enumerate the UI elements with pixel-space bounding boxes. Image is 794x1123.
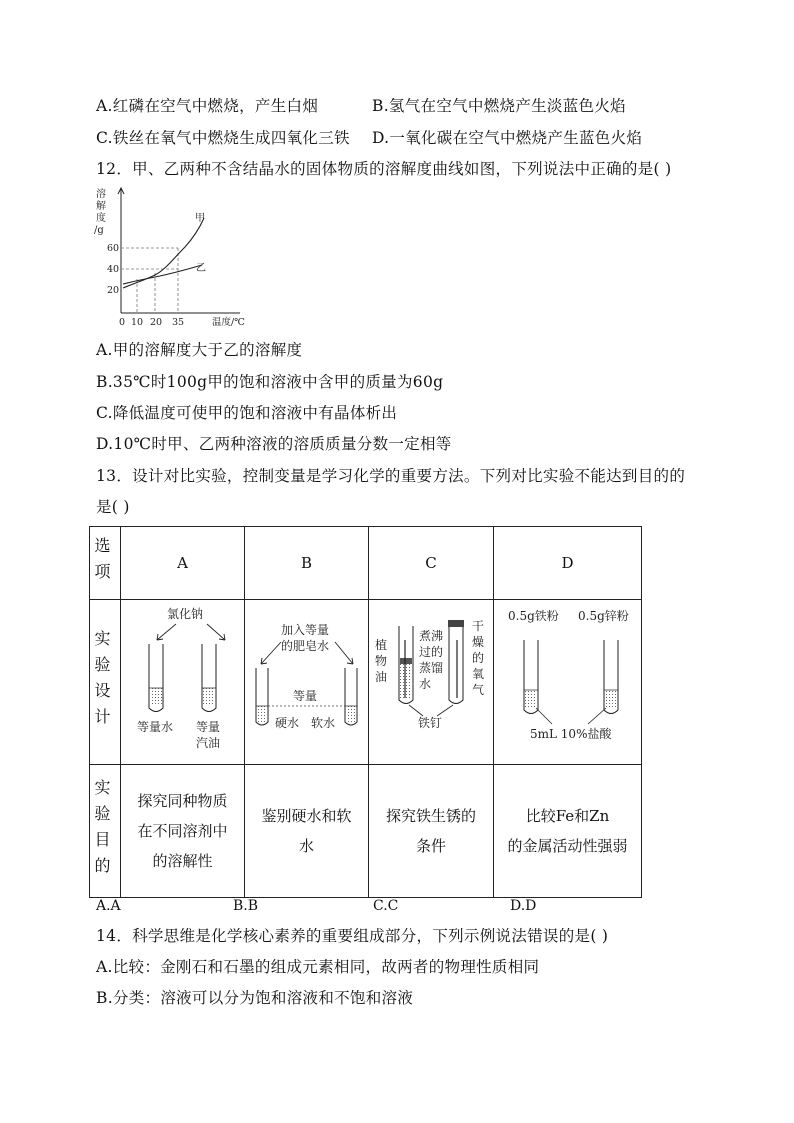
q11-option-b: B.氢气在空气中燃烧产生淡蓝色火焰 — [372, 97, 626, 115]
q13-stem-line2: 是( ) — [96, 498, 130, 516]
ylabel-char: 解 — [96, 201, 106, 212]
q14-option-b: B.分类：溶液可以分为饱和溶液和不饱和溶液 — [96, 989, 414, 1007]
q13-stem-line1: 13．设计对比实验，控制变量是学习化学的重要方法。下列对比实验不能达到目的的 — [96, 467, 686, 485]
design-b-left: 硬水 — [275, 716, 300, 730]
q11-option-a: A.红磷在空气中燃烧，产生白烟 — [96, 97, 319, 115]
ylabel-char: /g — [94, 225, 104, 236]
test-tube — [449, 626, 463, 704]
col-c-header: C — [369, 527, 494, 600]
header-design: 实验设计 — [90, 600, 121, 765]
solubility-chart — [90, 185, 260, 335]
design-c-nail: 铁钉 — [418, 716, 443, 730]
curve-jia — [123, 218, 204, 288]
svg-text:蒸馏: 蒸馏 — [419, 661, 444, 675]
design-c — [369, 600, 494, 765]
q12-option-c: C.降低温度可使甲的饱和溶液中有晶体析出 — [96, 404, 398, 422]
q13-answer-a: A.A — [96, 898, 121, 914]
q13-answer-b: B.B — [233, 898, 259, 914]
design-b-right: 软水 — [311, 716, 336, 730]
col-b-header: B — [245, 527, 369, 600]
q12-option-b: B.35℃时100g甲的饱和溶液中含甲的质量为60g — [96, 373, 444, 391]
header-options: 选项 — [90, 527, 121, 600]
svg-text:植: 植 — [375, 638, 388, 652]
q12-stem: 12．甲、乙两种不含结晶水的固体物质的溶解度曲线如图，下列说法中正确的是( ) — [96, 160, 672, 178]
xtick-label: 20 — [150, 317, 163, 328]
curve-yi — [123, 265, 202, 284]
purpose-b: 鉴别硬水和软 水 — [245, 765, 369, 898]
ylabel-char: 溶 — [96, 189, 106, 200]
svg-text:过的: 过的 — [419, 645, 444, 659]
q12-option-a: A.甲的溶解度大于乙的溶解度 — [96, 341, 303, 359]
purpose-a: 探究同种物质 在不同溶剂中 的溶解性 — [121, 765, 245, 898]
purpose-d: 比较Fe和Zn 的金属活动性强弱 — [494, 765, 642, 898]
ytick-label: 40 — [107, 264, 120, 275]
xtick-label: 0 — [119, 317, 126, 328]
svg-text:燥: 燥 — [472, 635, 485, 649]
curve-jia-label: 甲 — [195, 213, 205, 224]
svg-text:气: 气 — [472, 683, 485, 697]
arrow — [207, 624, 225, 640]
design-a — [121, 600, 245, 765]
header-purpose: 实验目的 — [90, 765, 121, 898]
design-d-left: 0.5g铁粉 — [508, 609, 559, 623]
design-a-left: 等量水 — [137, 720, 174, 734]
design-a-top: 氯化钠 — [167, 607, 204, 621]
design-b-mid: 等量 — [293, 689, 318, 703]
design-d — [494, 600, 642, 765]
svg-text:干: 干 — [472, 619, 485, 633]
col-d-header: D — [494, 527, 642, 600]
q12-option-d: D.10℃时甲、乙两种溶液的溶质质量分数一定相等 — [96, 435, 452, 453]
curve-yi-label: 乙 — [196, 263, 206, 274]
ytick-label: 20 — [107, 285, 120, 296]
ytick-label: 60 — [107, 243, 120, 254]
x-axis-label: 温度/℃ — [212, 317, 245, 328]
svg-text:物: 物 — [375, 654, 388, 668]
arrow — [157, 624, 176, 640]
col-a-header: A — [121, 527, 245, 600]
design-a-right1: 等量 — [196, 720, 221, 734]
experiment-table — [89, 526, 642, 898]
svg-text:氧: 氧 — [472, 667, 485, 681]
design-b — [245, 600, 369, 765]
q14-stem: 14．科学思维是化学核心素养的重要组成部分，下列示例说法错误的是( ) — [96, 927, 609, 945]
q13-answer-d: D.D — [510, 898, 537, 914]
q14-option-a: A.比较：金刚石和石墨的组成元素相同，故两者的物理性质相同 — [96, 958, 540, 976]
svg-text:油: 油 — [375, 670, 388, 684]
design-a-right2: 汽油 — [196, 736, 221, 750]
q11-option-d: D.一氧化碳在空气中燃烧产生蓝色火焰 — [372, 129, 643, 147]
ylabel-char: 度 — [96, 213, 106, 224]
q11-option-c: C.铁丝在氧气中燃烧生成四氧化三铁 — [96, 129, 350, 147]
svg-text:水: 水 — [419, 677, 432, 691]
svg-text:煮沸: 煮沸 — [419, 629, 444, 643]
design-d-right: 0.5g锌粉 — [578, 609, 629, 623]
design-b-top1: 加入等量 — [281, 623, 330, 637]
xtick-label: 10 — [131, 317, 144, 328]
xtick-label: 35 — [172, 317, 185, 328]
purpose-c: 探究铁生锈的 条件 — [369, 765, 494, 898]
svg-text:的: 的 — [472, 651, 485, 665]
design-d-bottom: 5mL 10%盐酸 — [530, 727, 612, 741]
design-b-top2: 的肥皂水 — [281, 639, 330, 653]
q13-answer-c: C.C — [373, 898, 399, 914]
